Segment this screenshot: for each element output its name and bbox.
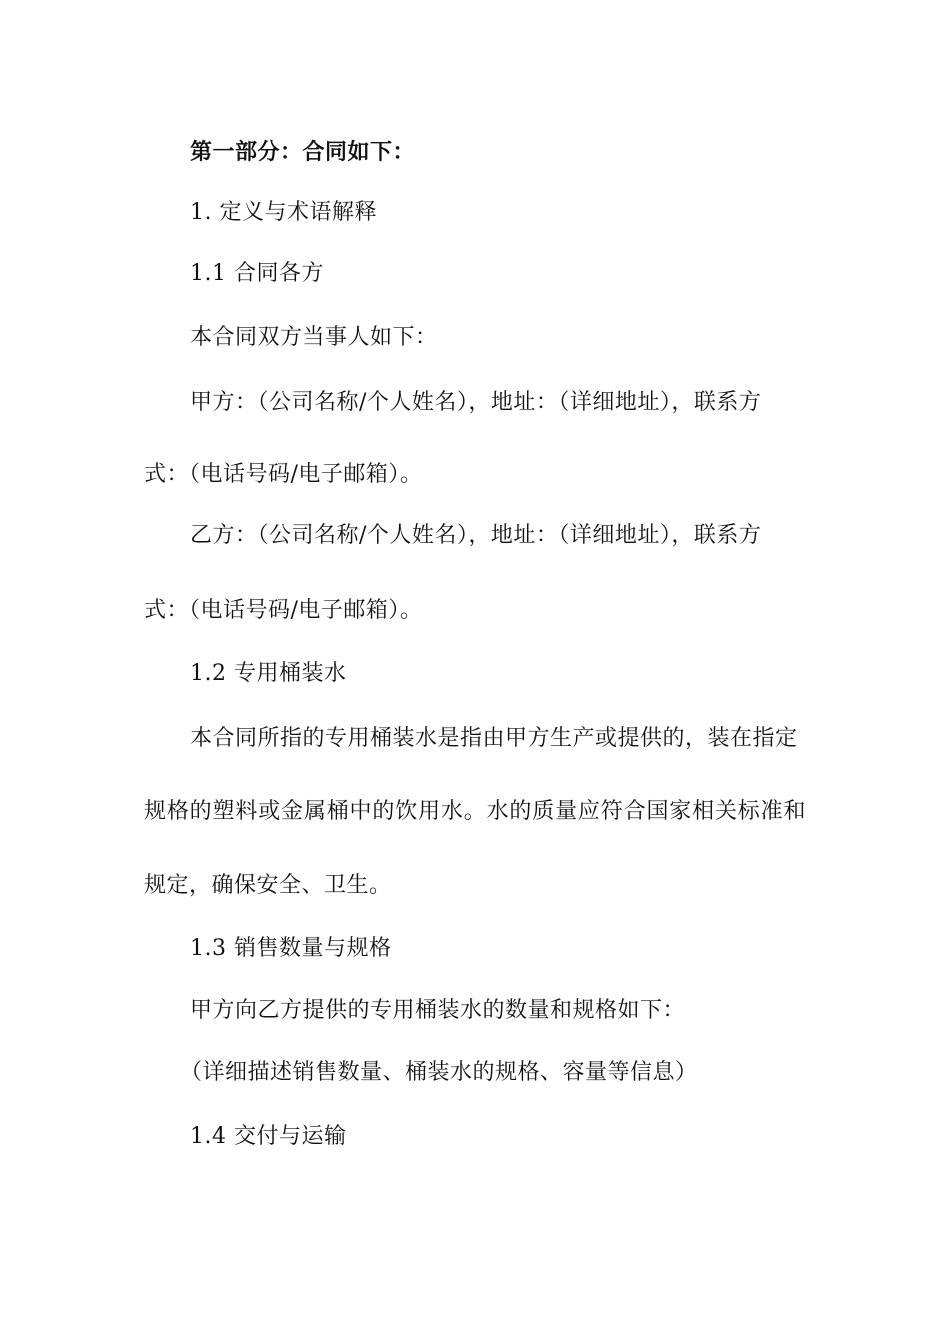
party-b-line-2: 式：（电话号码/电子邮箱）。 (144, 598, 423, 623)
water-definition-line-1: 本合同所指的专用桶装水是指由甲方生产或提供的，装在指定 (190, 726, 798, 751)
party-a-line-1: 甲方：（公司名称/个人姓名），地址：（详细地址），联系方 (190, 390, 762, 415)
party-a-line-2: 式：（电话号码/电子邮箱）。 (144, 462, 423, 487)
sales-quantity-line-2: （详细描述销售数量、桶装水的规格、容量等信息） (180, 1060, 698, 1085)
parties-intro: 本合同双方当事人如下： (190, 325, 438, 350)
water-definition-line-3: 规定，确保安全、卫生。 (144, 873, 392, 898)
section-1-4-title: 1.4 交付与运输 (190, 1124, 347, 1149)
section-1-1-title: 1.1 合同各方 (190, 261, 324, 286)
section-1-title: 1. 定义与术语解释 (190, 200, 377, 225)
section-1-3-title: 1.3 销售数量与规格 (190, 936, 392, 961)
water-definition-line-2: 规格的塑料或金属桶中的饮用水。水的质量应符合国家相关标准和 (144, 799, 806, 824)
section-heading: 第一部分：合同如下： (190, 139, 416, 165)
section-1-2-title: 1.2 专用桶装水 (190, 661, 347, 686)
party-b-line-1: 乙方：（公司名称/个人姓名），地址：（详细地址），联系方 (190, 523, 762, 548)
sales-quantity-line-1: 甲方向乙方提供的专用桶装水的数量和规格如下： (190, 998, 686, 1023)
